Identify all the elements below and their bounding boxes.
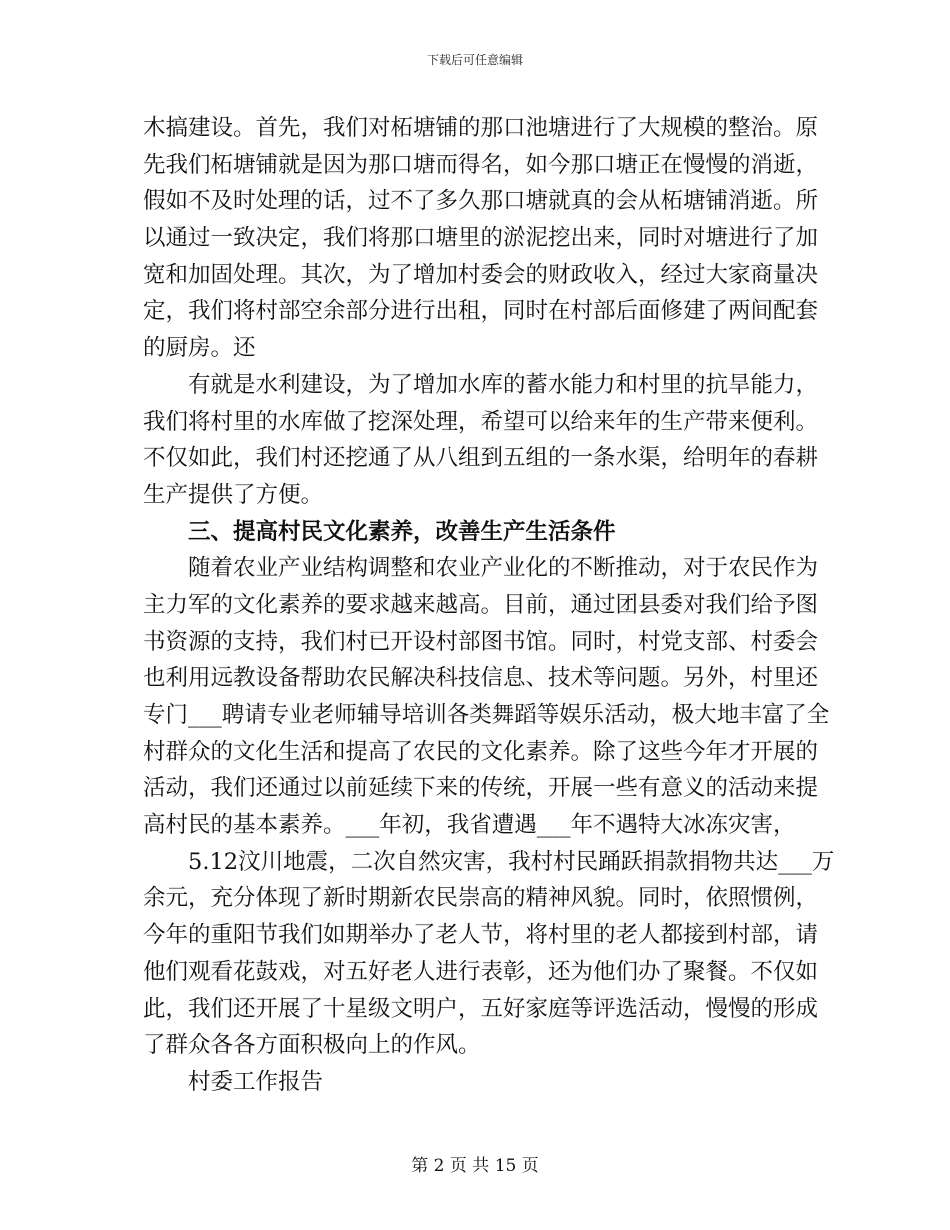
page-header-note: 下载后可任意编辑 bbox=[426, 53, 523, 67]
body-text-line: 5.12汶川地震，二次自然灾害，我村村民踊跃捐款捐物共达___万 bbox=[188, 848, 835, 875]
body-text-line: 村委工作报告 bbox=[188, 1068, 324, 1095]
body-text-line: 定，我们将村部空余部分进行出租，同时在村部后面修建了两间配套 bbox=[143, 298, 819, 325]
body-text-line: 了群众各各方面积极向上的作风。 bbox=[143, 1032, 481, 1059]
body-text-line: 生产提供了方便。 bbox=[143, 481, 324, 508]
body-text-line: 书资源的支持，我们村已开设村部图书馆。同时，村党支部、村委会 bbox=[143, 628, 819, 655]
section-heading: 三、提高村民文化素养，改善生产生活条件 bbox=[188, 518, 616, 545]
body-text-line: 今年的重阳节我们如期举办了老人节，将村里的老人都接到村部，请 bbox=[143, 922, 819, 949]
page-footer-page-number: 第 2 页 共 15 页 bbox=[411, 1156, 539, 1176]
body-text-line: 主力军的文化素养的要求越来越高。目前，通过团县委对我们给予图 bbox=[143, 591, 819, 618]
body-text-line: 他们观看花鼓戏，对五好老人进行表彰，还为他们办了聚餐。不仅如 bbox=[143, 958, 819, 985]
body-text-line: 不仅如此，我们村还挖通了从八组到五组的一条水渠，给明年的春耕 bbox=[143, 445, 819, 472]
document-body bbox=[143, 110, 835, 1101]
body-text-line: 先我们柘塘铺就是因为那口塘而得名，如今那口塘正在慢慢的消逝， bbox=[143, 151, 819, 178]
body-text-line: 宽和加固处理。其次，为了增加村委会的财政收入，经过大家商量决 bbox=[143, 261, 819, 288]
body-text-line: 高村民的基本素养。___年初，我省遭遇___年不遇特大冰冻灾害， bbox=[143, 812, 796, 839]
body-text-line: 活动，我们还通过以前延续下来的传统，开展一些有意义的活动来提 bbox=[143, 775, 819, 802]
body-text-line: 此，我们还开展了十星级文明户，五好家庭等评选活动，慢慢的形成 bbox=[143, 995, 819, 1022]
body-text-line: 假如不及时处理的话，过不了多久那口塘就真的会从柘塘铺消逝。所 bbox=[143, 188, 819, 215]
body-text-line: 余元，充分体现了新时期新农民崇高的精神风貌。同时，依照惯例， bbox=[143, 885, 819, 912]
body-text-line: 随着农业产业结构调整和农业产业化的不断推动，对于农民作为 bbox=[188, 555, 819, 582]
body-text-line: 木搞建设。首先，我们对柘塘铺的那口池塘进行了大规模的整治。原 bbox=[143, 115, 819, 141]
body-text-line: 专门___聘请专业老师辅导培训各类舞蹈等娱乐活动，极大地丰富了全 bbox=[143, 702, 830, 728]
body-text-line: 以通过一致决定，我们将那口塘里的淤泥挖出来，同时对塘进行了加 bbox=[143, 225, 819, 252]
body-text-line: 我们将村里的水库做了挖深处理，希望可以给来年的生产带来便利。 bbox=[143, 408, 819, 435]
body-text-line: 也利用远教设备帮助农民解决科技信息、技术等问题。另外，村里还 bbox=[143, 665, 819, 692]
body-text-line: 村群众的文化生活和提高了农民的文化素养。除了这些今年才开展的 bbox=[143, 738, 819, 765]
body-text-line: 有就是水利建设，为了增加水库的蓄水能力和村里的抗旱能力， bbox=[188, 371, 819, 398]
body-text-line: 的厨房。还 bbox=[143, 335, 256, 362]
